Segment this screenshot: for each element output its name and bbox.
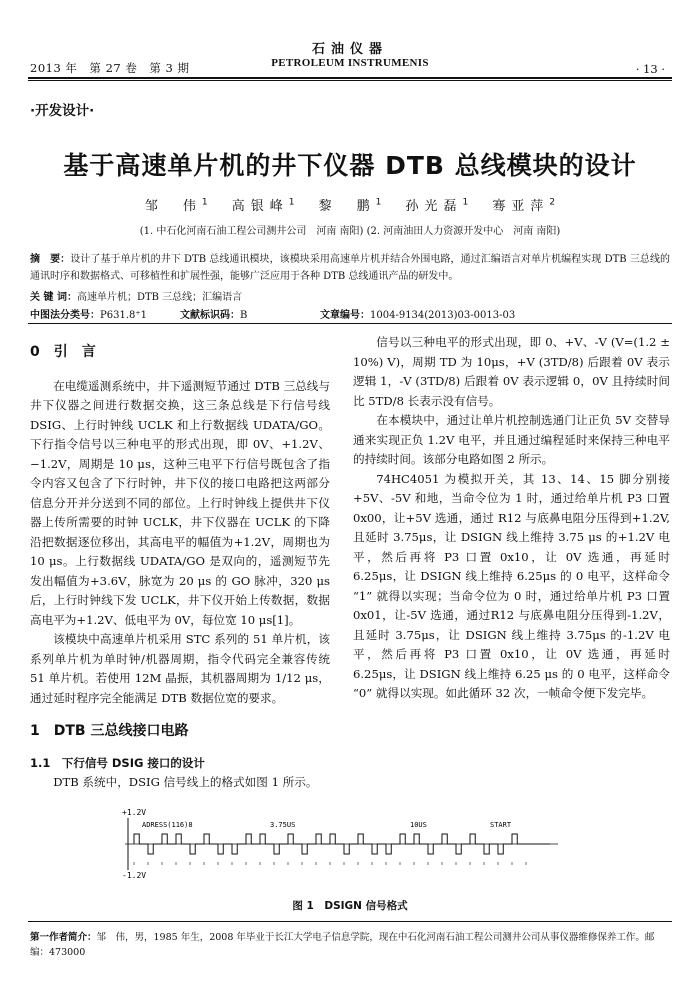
keywords — [30, 288, 670, 303]
clc-label: 中图法分类号： — [30, 310, 100, 321]
dsign-waveform-figure — [120, 808, 560, 880]
footnote-rule — [28, 921, 672, 922]
page-number: · 13 · — [635, 62, 665, 76]
paragraph: 该模块中高速单片机采用 STC 系列的 51 单片机，该系列单片机为单时钟/机器周期，指令代码完全兼容传统 51 单片机。若使用 12M 晶振，其机器周期为 1/12 μs，通过延时程序完全能满足 DTB 数据位宽的要求。 — [30, 632, 330, 705]
header-rule-thick — [28, 77, 672, 79]
article-number-value: 1004-9134(2013)03-0013-03 — [370, 310, 516, 321]
classification-row — [30, 306, 670, 321]
author-bio-footnote — [30, 930, 670, 960]
paragraph: 74HC4051 为模拟开关，其 13、14、15 脚分别接+5V、-5V 和地，当命令位为 1 时，通过给单片机 P3 口置 0x00，让+5V 选通，通过 R12 与底鼻电阻分压得到+1.2V, 且延时 3.75μs，让 DSIGN 线上维持 3.75 μs 的+1.2V 电平，然后再将 P3 口置 0x10，让 0V 选通，再延时 6.25μs，让 DSIGN 线上维持 6.25μs 的 0 电平，这样命令 “1” 就得以实现；当命令位为 0 时，通过给单片机 P3 口置 0x01，让-5V 选通，通过R12 与底鼻电阻分压得到-1.2V，且延时 3.75μs，让 DSIGN 线上维持 3.75μs 的-1.2V 电平，然后再将 P3 口置 0x10，让 0V 选通，再延时 6.25μs，让 DSIGN 线上维持 6.25 μs 的 0 电平，这样命令 “0” 就得以实现。如此循环 32 次，一帧命令便下发完毕。 — [353, 471, 670, 700]
journal-name-cn: 石油仪器 — [311, 42, 388, 57]
abstract-rule — [28, 323, 672, 324]
journal-name-en: PETROLEUM INSTRUMENIS — [271, 57, 429, 69]
label-minus-voltage: -1.2V — [122, 871, 147, 880]
label-375us: 3.75US — [270, 821, 296, 829]
author-name: 高银峰$^1$ — [231, 197, 295, 214]
paragraph: 信号以三种电平的形式出现，即 0、+V、-V (V=(1.2 ± 10%) V)，周期 TD 为 10μs，+V (3TD/8) 后跟着 0V 表示逻辑 1，-V (3TD/8) 后跟着 0V 表示逻辑 0，0V 且持续时间比 5TD/8 长表示没有信号。 — [353, 335, 670, 408]
paragraph: 在本模块中，通过让单片机控制选通门让正负 5V 交替导通来实现正负 1.2V 电平，并且通过编程延时来保持三种电平的持续时间。该部分电路如图 2 所示。 — [353, 413, 670, 466]
right-column — [353, 333, 670, 704]
clc-value: P631.8⁺1 — [100, 310, 147, 321]
affiliations: (1. 中石化河南石油工程公司测井公司 河南 南阳) (2. 河南油田人力资源开发中心 河南 南阳) — [139, 226, 561, 237]
doc-code-value: B — [240, 310, 248, 321]
footnote-label: 第一作者简介： — [30, 932, 97, 943]
doc-code-label: 文献标识码： — [180, 310, 240, 321]
keywords-label: 关 键 词： — [30, 292, 77, 303]
author-list — [0, 195, 700, 214]
label-start: START — [490, 821, 512, 829]
paper-title: 基于高速单片机的井下仪器 DTB 总线模块的设计 — [63, 151, 637, 180]
label-address: ADRESS(116)8 — [142, 821, 193, 829]
heading-introduction: 0 引 言 — [30, 344, 96, 360]
figure-caption: 图 1 DSIGN 信号格式 — [292, 900, 408, 912]
author-name: 邹 伟$^1$ — [144, 197, 208, 214]
paragraph: DTB 系统中，DSIG 信号线上的格式如图 1 所示。 — [53, 775, 318, 789]
heading-section-1-1: 1.1 下行信号 DSIG 接口的设计 — [30, 755, 205, 770]
footnote-text: 邹 伟，男，1985 年生，2008 年毕业于长江大学电子信息学院，现在中石化河南石油工程公司测井公司从事仪器维修保养工作。邮编：473000 — [30, 932, 655, 958]
author-name: 孙光磊$^1$ — [405, 197, 469, 214]
abstract-label: 摘 要： — [30, 254, 71, 265]
label-10us: 10US — [410, 821, 427, 829]
paragraph: 在电缆遥测系统中，井下遥测短节通过 DTB 三总线与井下仪器之间进行数据交换，这三条总线是下行信号线 DSIG、上行时钟线 UCLK 和上行数据线 UDATA/GO。下行指令信号以三种电平的形式出现，即 0V、+1.2V、−1.2V，周期是 10 μs，这种三电平下行信号既包含了指令内容又包含了下行时钟，井下仪的接口电路把这两部分信息分开并分送到不同的部位。上行时钟线上提供井下仪器上传所需要的时钟 UCLK，井下仪器在 UCLK 的下降沿把数据逐位移出，其高电平的幅值为+1.2V，周期也为 10 μs。上行数据线 UDATA/GO 是双向的，遥测短节先发出幅值为+3.6V，脉宽为 20 μs 的 GO 脉冲，320 μs 后，上行时钟线下发 UCLK，井下仪开始上传数据，数据高电平为+1.2V、低电平为 0V，每位宽 10 μs[1]。 — [30, 378, 330, 627]
heading-section-1: 1 DTB 三总线接口电路 — [30, 723, 189, 739]
abstract — [30, 251, 670, 285]
time-ticks — [134, 862, 526, 865]
author-name: 黎 鹏$^1$ — [318, 197, 382, 214]
author-name: 骞亚萍$^2$ — [492, 197, 556, 214]
issue-info: 2013 年 第 27 卷 第 3 期 — [30, 61, 190, 75]
section-tag: ·开发设计· — [30, 103, 95, 119]
label-plus-voltage: +1.2V — [122, 808, 147, 817]
abstract-text: 设计了基于单片机的井下 DTB 总线通讯模块，该模块采用高速单片机并结合外围电路，通过汇编语言对单片机编程实现 DTB 三总线的通讯时序和数据格式、可移植性和扩展性强，能够广泛应用于各种 DTB 总线通讯产品的研发中。 — [30, 254, 670, 282]
header-rule-thin — [28, 80, 672, 81]
left-column — [30, 343, 330, 793]
keywords-text: 高速单片机；DTB 三总线；汇编语言 — [76, 292, 243, 303]
article-number-label: 文章编号： — [320, 310, 370, 321]
